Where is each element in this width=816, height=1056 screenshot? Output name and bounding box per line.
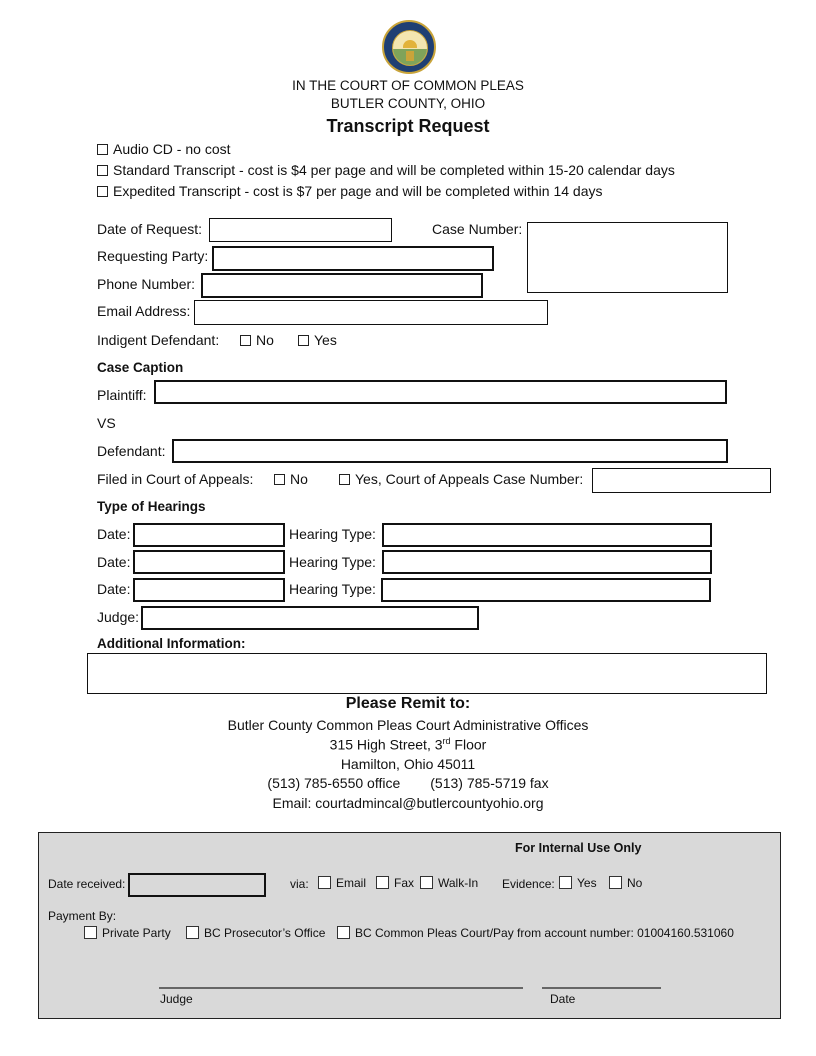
case-number-label: Case Number: — [432, 221, 523, 237]
checkbox-icon[interactable] — [274, 474, 285, 485]
appeals-no-option[interactable]: No — [274, 471, 308, 487]
checkbox-icon[interactable] — [97, 186, 108, 197]
judge-signature-label: Judge — [160, 992, 193, 1006]
county-seal-logo — [382, 20, 436, 74]
via-fax-option[interactable]: Fax — [376, 876, 414, 890]
vs-label: VS — [97, 415, 116, 431]
remit-city: Hamilton, Ohio 45011 — [340, 756, 476, 772]
hearing-type-field-2[interactable] — [382, 550, 712, 574]
office-phone: (513) 785-6550 office — [267, 775, 401, 791]
checkbox-icon[interactable] — [84, 926, 97, 939]
date-of-request-label: Date of Request: — [97, 221, 203, 237]
date-signature-line[interactable] — [542, 987, 661, 989]
hearing-date-label: Date: — [97, 554, 131, 570]
hearing-type-field-1[interactable] — [382, 523, 712, 547]
payment-private-party[interactable]: Private Party — [84, 926, 171, 940]
checkbox-icon[interactable] — [97, 144, 108, 155]
option-expedited-transcript[interactable]: Expedited Transcript - cost is $7 per page and will be completed within 14 days — [97, 183, 603, 199]
additional-info-heading: Additional Information: — [97, 636, 246, 651]
payment-by-label: Payment By: — [48, 909, 117, 923]
via-walkin-option[interactable]: Walk-In — [420, 876, 478, 890]
hearing-type-field-3[interactable] — [381, 578, 711, 602]
checkbox-icon[interactable] — [376, 876, 389, 889]
appeals-label: Filed in Court of Appeals: — [97, 471, 254, 487]
hearing-type-label: Hearing Type: — [289, 526, 376, 542]
hearing-date-field-2[interactable] — [133, 550, 285, 574]
email-address-label: Email Address: — [97, 303, 191, 319]
remit-office-name: Butler County Common Pleas Court Administrative Offices — [227, 717, 589, 733]
remit-phones — [0, 775, 816, 791]
judge-label: Judge: — [97, 609, 140, 625]
appeals-yes-option[interactable]: Yes, Court of Appeals Case Number: — [339, 471, 583, 487]
seal-emblem-icon — [392, 30, 428, 66]
date-received-label: Date received: — [48, 877, 126, 891]
hearing-date-field-3[interactable] — [133, 578, 285, 602]
hearing-type-label: Hearing Type: — [289, 554, 376, 570]
page-title: Transcript Request — [326, 116, 490, 136]
defendant-field[interactable] — [172, 439, 728, 463]
requesting-party-label: Requesting Party: — [97, 248, 209, 264]
hearing-date-label: Date: — [97, 526, 131, 542]
internal-use-section — [38, 832, 781, 1019]
via-email-option[interactable]: Email — [318, 876, 366, 890]
indigent-defendant-label: Indigent Defendant: — [97, 332, 220, 348]
requesting-party-field[interactable] — [212, 246, 494, 271]
appeals-case-number-field[interactable] — [592, 468, 771, 493]
plaintiff-field[interactable] — [154, 380, 727, 404]
remit-email: Email: courtadmincal@butlercountyohio.org — [272, 795, 544, 811]
checkbox-icon[interactable] — [186, 926, 199, 939]
internal-use-heading: For Internal Use Only — [515, 841, 642, 855]
checkbox-icon[interactable] — [240, 335, 251, 346]
judge-signature-line[interactable] — [159, 987, 523, 989]
phone-number-field[interactable] — [201, 273, 483, 298]
hearings-heading: Type of Hearings — [97, 499, 206, 514]
checkbox-icon[interactable] — [318, 876, 331, 889]
indigent-no-option[interactable]: No — [240, 332, 274, 348]
checkbox-icon[interactable] — [337, 926, 350, 939]
option-audio-cd[interactable]: Audio CD - no cost — [97, 141, 231, 157]
case-number-field[interactable] — [527, 222, 728, 293]
fax-number: (513) 785-5719 fax — [430, 775, 549, 791]
defendant-label: Defendant: — [97, 443, 166, 459]
via-label: via: — [290, 877, 309, 891]
hearing-type-label: Hearing Type: — [289, 581, 376, 597]
checkbox-icon[interactable] — [97, 165, 108, 176]
checkbox-icon[interactable] — [339, 474, 350, 485]
evidence-no-option[interactable]: No — [609, 876, 642, 890]
evidence-label: Evidence: — [502, 877, 555, 891]
payment-common-pleas-court[interactable]: BC Common Pleas Court/Pay from account number: 01004160.531060 — [337, 926, 734, 940]
option-standard-transcript[interactable]: Standard Transcript - cost is $4 per page and will be completed within 15-20 calendar days — [97, 162, 675, 178]
checkbox-icon[interactable] — [609, 876, 622, 889]
checkbox-icon[interactable] — [420, 876, 433, 889]
date-received-field[interactable] — [128, 873, 266, 897]
remit-heading: Please Remit to: — [345, 695, 471, 712]
phone-number-label: Phone Number: — [97, 276, 196, 292]
court-name-line1: IN THE COURT OF COMMON PLEAS — [292, 78, 524, 93]
hearing-date-label: Date: — [97, 581, 131, 597]
additional-info-field[interactable] — [87, 653, 767, 694]
judge-field[interactable] — [141, 606, 479, 630]
plaintiff-label: Plaintiff: — [97, 387, 147, 403]
date-of-request-field[interactable] — [209, 218, 392, 242]
remit-address: 315 High Street, 3rd Floor — [329, 736, 487, 753]
email-address-field[interactable] — [194, 300, 548, 325]
case-caption-heading: Case Caption — [97, 360, 184, 375]
checkbox-icon[interactable] — [298, 335, 309, 346]
hearing-date-field-1[interactable] — [133, 523, 285, 547]
evidence-yes-option[interactable]: Yes — [559, 876, 597, 890]
payment-prosecutor-office[interactable]: BC Prosecutor’s Office — [186, 926, 325, 940]
court-name-line2: BUTLER COUNTY, OHIO — [330, 96, 486, 111]
checkbox-icon[interactable] — [559, 876, 572, 889]
date-signature-label: Date — [550, 992, 576, 1006]
indigent-yes-option[interactable]: Yes — [298, 332, 337, 348]
